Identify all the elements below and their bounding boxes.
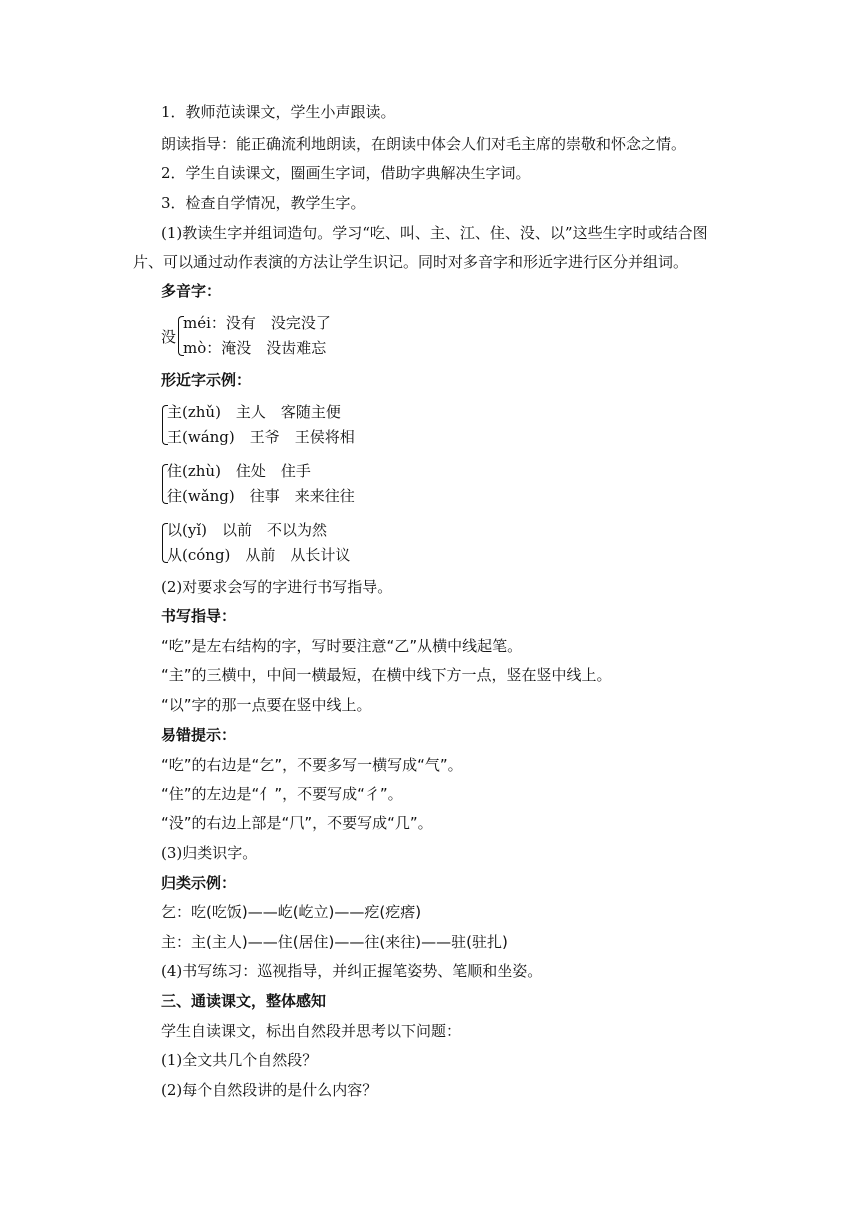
writing-heading: 书写指导： <box>161 607 237 625</box>
polyphone-heading: 多音字： <box>161 282 222 300</box>
similar-entry: 王(wáng) 王爷 王侯将相 <box>167 428 355 446</box>
text-line: 2．学生自读课文，圈画生字词，借助字典解决生字词。 <box>161 164 531 182</box>
text-line: (4)书写练习：巡视指导，并纠正握笔姿势、笔顺和坐姿。 <box>161 962 543 980</box>
text-line: 3．检查自学情况，教学生字。 <box>161 194 366 212</box>
classification-example: 乞：吃(吃饭)——屹(屹立)——疙(疙瘩) <box>161 903 422 921</box>
writing-tip: “吃”是左右结构的字，写时要注意“乙”从横中线起笔。 <box>161 637 523 655</box>
text-line: (1)教读生字并组词造句。学习“吃、叫、主、江、住、没、以”这些生字时或结合图 <box>161 224 708 242</box>
similar-entry: 住(zhù) 住处 住手 <box>167 462 311 480</box>
question: (2)每个自然段讲的是什么内容？ <box>161 1081 378 1099</box>
text-line: 1．教师范读课文，学生小声跟读。 <box>161 103 396 121</box>
similar-entry: 往(wǎng) 往事 来来往往 <box>167 487 355 505</box>
polyphone-entry: méi：没有 没完没了 <box>183 314 331 332</box>
similar-entry: 从(cóng) 从前 从长计议 <box>167 546 351 564</box>
similar-entry: 以(yǐ) 以前 不以为然 <box>167 521 327 539</box>
error-tip: “吃”的右边是“乞”，不要多写一横写成“气”。 <box>161 756 463 774</box>
similar-entry: 主(zhǔ) 主人 客随主便 <box>167 403 341 421</box>
error-tip: “住”的左边是“亻”，不要写成“彳”。 <box>161 785 403 803</box>
classification-example: 主：主(主人)——住(居住)——往(来往)——驻(驻扎) <box>161 933 508 951</box>
writing-tip: “主”的三横中，中间一横最短，在横中线下方一点，竖在竖中线上。 <box>161 666 612 684</box>
question: (1)全文共几个自然段？ <box>161 1051 318 1069</box>
polyphone-entry: mò：淹没 没齿难忘 <box>183 339 327 357</box>
text-line: 学生自读课文，标出自然段并思考以下问题： <box>161 1022 462 1040</box>
text-line: 片、可以通过动作表演的方法让学生识记。同时对多音字和形近字进行区分并组词。 <box>133 253 689 271</box>
section-heading: 三、通读课文，整体感知 <box>161 992 327 1010</box>
text-line: (2)对要求会写的字进行书写指导。 <box>161 578 393 596</box>
text-line: 朗读指导：能正确流利地朗读，在朗读中体会人们对毛主席的崇敬和怀念之情。 <box>161 135 687 153</box>
error-tip: “没”的右边上部是“⺇”，不要写成“几”。 <box>161 814 433 832</box>
polyphone-char: 没 <box>161 328 177 346</box>
error-heading: 易错提示： <box>161 726 237 744</box>
writing-tip: “以”字的那一点要在竖中线上。 <box>161 696 372 714</box>
text-line: (3)归类识字。 <box>161 844 258 862</box>
classification-heading: 归类示例： <box>161 874 237 892</box>
similar-heading: 形近字示例： <box>161 371 252 389</box>
